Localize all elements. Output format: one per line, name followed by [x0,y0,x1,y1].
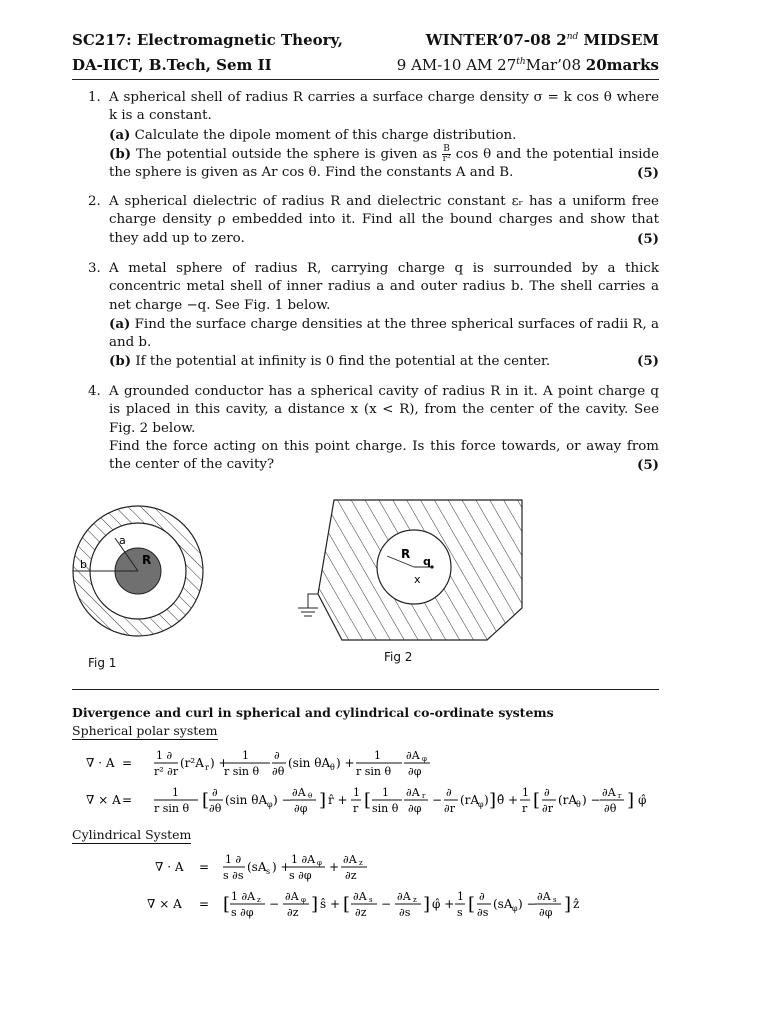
fig1-caption: Fig 1 [88,656,117,670]
svg-text:∂r: ∂r [444,802,455,815]
svg-text:∂φ: ∂φ [408,765,422,778]
exam-title: WINTER’07-08 2nd MIDSEM [425,31,659,49]
cyl-div-lhs: ∇ · A [155,860,184,874]
svg-text:) −: ) − [582,793,601,807]
cyl-curl-expr [223,890,579,919]
svg-text:r: r [422,792,426,800]
svg-text:∂A: ∂A [602,786,616,799]
cylindrical-heading: Cylindrical System [72,827,192,842]
label-a: a [119,534,126,547]
svg-text:s: s [266,867,271,876]
svg-text:∂A: ∂A [537,890,551,903]
svg-text:1 ∂A: 1 ∂A [231,890,256,903]
label-R: R [142,553,152,567]
q1-intro: A spherical shell of radius R carries a surface charge density σ = k cos θ where k is a constant. [109,90,659,124]
svg-text:s ∂s: s ∂s [223,869,244,882]
q3-part-b: (b) If the potential at infinity is 0 find the potential at the center. (5) [109,353,659,370]
svg-text:∂A: ∂A [353,890,367,903]
svg-text:∂θ: ∂θ [604,802,617,815]
reference-title: Divergence and curl in spherical and cylindrical co-ordinate systems [72,705,554,720]
svg-text:) +: ) + [210,756,229,770]
svg-text:]: ] [564,894,572,915]
svg-text:φ: φ [512,904,518,913]
question-4: 4. A grounded conductor has a spherical cavity of radius R in it. A point charge q is placed in this cavity, a distance x (x < R), from the center of the cavity. See Fig. 2 below. Find the force acting on this point charge. Is this force towards, or away from the center of the cavity? (5) [88,384,659,474]
figure-2-diagram [292,494,527,644]
svg-text:1: 1 [172,786,179,799]
svg-text:1: 1 [374,749,381,762]
institute-line: DA-IICT, B.Tech, Sem II [72,56,272,74]
svg-text:θ̂ +: θ̂ + [497,793,519,807]
svg-text:1 ∂A: 1 ∂A [291,853,316,866]
svg-text:φ̂: φ̂ [638,793,647,807]
svg-text:∂A: ∂A [285,890,299,903]
svg-text:φ: φ [478,800,484,809]
svg-text:∂A: ∂A [292,786,306,799]
svg-text:1: 1 [522,786,529,799]
svg-text:=: = [199,897,210,911]
svg-text:r² ∂r: r² ∂r [154,765,179,778]
svg-text:[: [ [223,894,231,915]
sph-curl-expr [154,786,646,815]
question-3: 3. A metal sphere of radius R, carrying charge q is surrounded by a thick concentric metal shell of inner radius a and outer radius b. The shell carries a net charge −q. See Fig. 1 below. (a) Find the surface charge densities at the three spherical surfaces of radii R, a and b. (b) If the potential at infinity is 0 find the potential at the center. (5) [88,260,659,372]
svg-text:]: ] [627,790,635,811]
q4-intro: A grounded conductor has a spherical cavity of radius R in it. A point charge q is placed in this cavity, a distance x (x < R), from the center of the cavity. See Fig. 2 below. [109,384,659,436]
svg-text:=: = [199,860,210,874]
svg-text:∂A: ∂A [397,890,411,903]
svg-text:∂z: ∂z [345,869,357,882]
svg-text:r sin θ: r sin θ [224,765,260,778]
svg-text:s ∂φ: s ∂φ [289,869,312,882]
spherical-heading: Spherical polar system [72,723,218,738]
svg-text:∂z: ∂z [287,906,299,919]
q2-marks: (5) [637,230,659,247]
svg-text:]: ] [489,790,497,811]
svg-text:r: r [618,792,622,800]
spherical-equations [72,742,662,822]
figure-1-diagram [70,500,215,650]
svg-text:r̂ +: r̂ + [328,793,348,807]
exam-time: 9 AM-10 AM 27thMar’08 20marks [396,56,659,74]
sph-curl-lhs: ∇ × A [86,793,121,807]
svg-text:) −: ) − [518,897,537,911]
svg-text:[: [ [364,790,372,811]
svg-text:s: s [369,896,373,904]
svg-text:φ: φ [267,800,273,809]
svg-text:∂A: ∂A [406,749,420,762]
svg-text:(rA: (rA [460,793,480,807]
svg-text:sin θ: sin θ [372,802,399,815]
svg-text:]: ] [319,790,327,811]
svg-text:ŝ +: ŝ + [320,897,341,911]
svg-text:φ: φ [422,755,427,763]
svg-text:1: 1 [242,749,249,762]
svg-text:) +: ) + [272,860,291,874]
svg-text:(r²A: (r²A [180,756,204,770]
svg-text:(sA: (sA [247,860,267,874]
svg-text:r sin θ: r sin θ [154,802,190,815]
svg-text:[: [ [468,894,476,915]
svg-text:1 ∂: 1 ∂ [225,853,242,866]
label-x: x [414,573,421,586]
q3-marks: (5) [637,353,659,370]
svg-text:φ: φ [317,859,322,867]
svg-text:1: 1 [457,890,464,903]
svg-text:(sin θA: (sin θA [225,793,268,807]
svg-text:s: s [553,896,557,904]
svg-text:∂φ: ∂φ [408,802,422,815]
svg-text:(sin θA: (sin θA [288,756,331,770]
svg-text:−: − [269,897,280,911]
svg-text:∂θ: ∂θ [272,765,285,778]
q1-part-b: (b) The potential outside the sphere is given as $\frac{B}{\text{r²}}$ cos θ and the potential inside the sphere is given as Ar cos θ. Find the constants A and B. (5) [109,143,659,182]
ground-wire [308,594,318,608]
question-1: 1. A spherical shell of radius R carries a surface charge density σ = k cos θ where k is a constant. (a) Calculate the dipole moment of this charge distribution. (b) The potential outside the sphere is given as $\frac{B}{\text{r²}}$ cos θ and the potential inside the sphere is given as Ar cos θ. Find the constants A and B. (5) [88,90,659,182]
svg-text:∂: ∂ [212,786,218,799]
svg-text:]: ] [311,894,319,915]
svg-text:z: z [413,896,417,904]
svg-text:z: z [257,896,261,904]
svg-text:1: 1 [382,786,389,799]
svg-text:[: [ [202,790,210,811]
svg-text:θ: θ [308,792,313,800]
course-title: SC217: Electromagnetic Theory, [72,31,344,49]
svg-text:∂A: ∂A [343,853,357,866]
svg-text:s: s [457,906,463,919]
svg-text:−: − [381,897,392,911]
q1-marks: (5) [637,165,659,182]
svg-text:∂: ∂ [544,786,550,799]
svg-text:r: r [205,763,209,772]
svg-text:φ̂ +: φ̂ + [432,897,455,911]
svg-text:1: 1 [353,786,360,799]
sph-divergence-expr [154,749,430,778]
svg-text:∂s: ∂s [399,906,411,919]
svg-text:∂: ∂ [274,749,280,762]
svg-text:∂A: ∂A [406,786,420,799]
svg-text:(rA: (rA [558,793,578,807]
svg-text:s ∂φ: s ∂φ [231,906,254,919]
svg-text:1 ∂: 1 ∂ [156,749,173,762]
svg-text:∂θ: ∂θ [209,802,222,815]
svg-text:∂r: ∂r [542,802,553,815]
svg-text:∂z: ∂z [355,906,367,919]
section-rule [72,689,659,690]
q3-intro: A metal sphere of radius R, carrying charge q is surrounded by a thick concentric metal shell of inner radius a and outer radius b. The shell carries a net charge −q. See Fig. 1 below. [109,261,659,313]
cylindrical-equations [145,846,595,926]
svg-text:=: = [122,756,133,770]
svg-text:∂φ: ∂φ [539,906,553,919]
svg-text:r: r [353,802,359,815]
svg-text:∂s: ∂s [477,906,489,919]
q2-text: A spherical dielectric of radius R and dielectric constant εᵣ has a uniform free charge density ρ embedded into it. Find all the bound charges and show that they add up to zero. [109,194,659,246]
q4-marks: (5) [637,457,659,474]
label-R: R [401,547,411,561]
svg-text:∂: ∂ [479,890,485,903]
svg-text:(sA: (sA [493,897,513,911]
cyl-divergence-expr [223,853,367,882]
svg-text:[: [ [343,894,351,915]
label-b: b [80,558,87,571]
svg-text:) +: ) + [336,756,355,770]
svg-text:]: ] [423,894,431,915]
svg-text:∂φ: ∂φ [294,802,308,815]
sph-div-lhs: ∇ · A [86,756,115,770]
svg-text:θ: θ [330,763,335,772]
fig2-caption: Fig 2 [384,650,413,664]
svg-text:ẑ: ẑ [573,897,580,911]
label-q: q [423,555,431,568]
svg-text:∂: ∂ [446,786,452,799]
svg-text:−: − [432,793,443,807]
svg-text:θ: θ [576,800,581,809]
svg-text:φ: φ [301,896,306,904]
point-charge [430,565,433,568]
q1-part-a: (a) Calculate the dipole moment of this charge distribution. [109,126,517,143]
svg-text:r: r [522,802,528,815]
header-rule [72,79,659,80]
question-2: 2. A spherical dielectric of radius R and dielectric constant εᵣ has a uniform free charge density ρ embedded into it. Find all the bound charges and show that they add up to zero. (5) [88,194,659,247]
svg-text:=: = [122,793,133,807]
svg-text:r sin θ: r sin θ [356,765,392,778]
svg-text:[: [ [533,790,541,811]
q3-part-a: (a) Find the surface charge densities at the three spherical surfaces of radii R, a and b. [109,315,659,351]
svg-text:) −: ) − [273,793,292,807]
svg-text:z: z [359,859,363,867]
svg-text:+: + [329,860,340,874]
svg-text:): ) [484,793,489,807]
q4-text: Find the force acting on this point charge. Is this force towards, or away from the center of the cavity? (5) [109,438,659,474]
cyl-curl-lhs: ∇ × A [147,897,182,911]
